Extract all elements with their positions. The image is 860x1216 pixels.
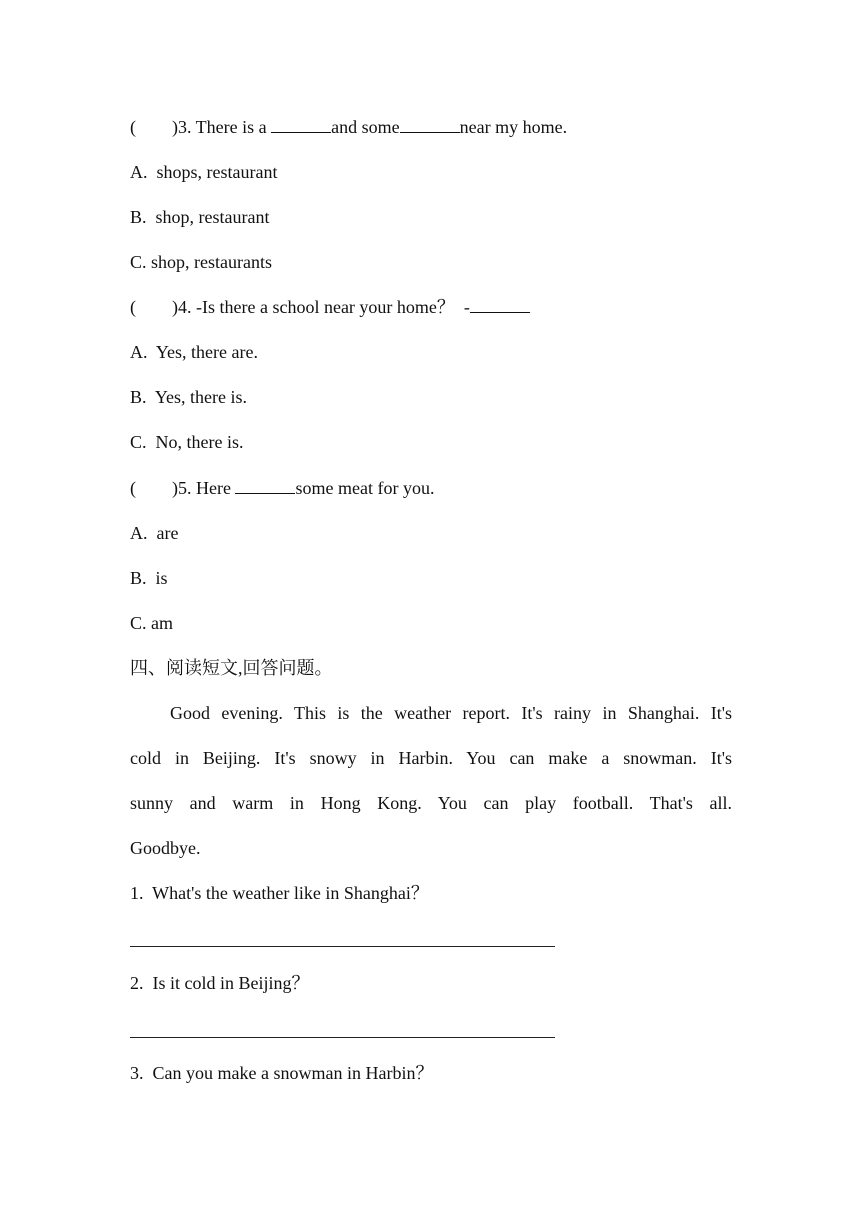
question-3 [130, 116, 567, 138]
passage-line: sunny and warm in Hong Kong. You can play football. That's all. [130, 793, 732, 813]
passage-line: Good evening. This is the weather report. It's rainy in Shanghai. It's [170, 703, 732, 723]
question-text: 3. There is a [178, 117, 272, 137]
passage-line: Goodbye. [130, 838, 201, 858]
option-a: A. are [130, 523, 179, 543]
question-text: near my home. [459, 117, 568, 137]
fill-blank[interactable] [271, 116, 331, 133]
option-c: C. am [130, 613, 173, 633]
option-a: A. Yes, there are. [130, 342, 258, 362]
option-c: C. No, there is. [130, 432, 244, 452]
answer-line[interactable] [130, 946, 555, 947]
option-b: B. is [130, 568, 168, 588]
question-text: some meat for you. [295, 478, 435, 498]
answer-paren-close: ) [172, 117, 178, 137]
fill-blank[interactable] [235, 477, 295, 494]
reading-question-2: 2. Is it cold in Beijing？ [130, 973, 310, 993]
answer-line[interactable] [130, 1037, 555, 1038]
option-c: C. shop, restaurants [130, 252, 272, 272]
option-b: B. shop, restaurant [130, 207, 270, 227]
reading-question-1: 1. What's the weather like in Shanghai？ [130, 883, 429, 903]
answer-paren-close: ) [172, 297, 178, 317]
passage-line: cold in Beijing. It's snowy in Harbin. You can make a snowman. It's [130, 748, 732, 768]
question-text: and some [331, 117, 400, 137]
question-4 [130, 296, 530, 318]
answer-paren-open: ( [130, 478, 136, 498]
option-a: A. shops, restaurant [130, 162, 278, 182]
question-text: 5. Here [178, 478, 236, 498]
section-heading: 四、阅读短文,回答问题。 [130, 658, 333, 678]
option-b: B. Yes, there is. [130, 387, 248, 407]
question-5 [130, 477, 434, 499]
answer-paren-open: ( [130, 117, 136, 137]
fill-blank[interactable] [470, 296, 530, 313]
fill-blank[interactable] [400, 116, 460, 133]
reading-question-3: 3. Can you make a snowman in Harbin？ [130, 1063, 434, 1083]
answer-paren-open: ( [130, 297, 136, 317]
answer-paren-close: ) [172, 478, 178, 498]
reading-passage [130, 691, 732, 871]
question-text: 4. -Is there a school near your home？ - [178, 297, 470, 317]
